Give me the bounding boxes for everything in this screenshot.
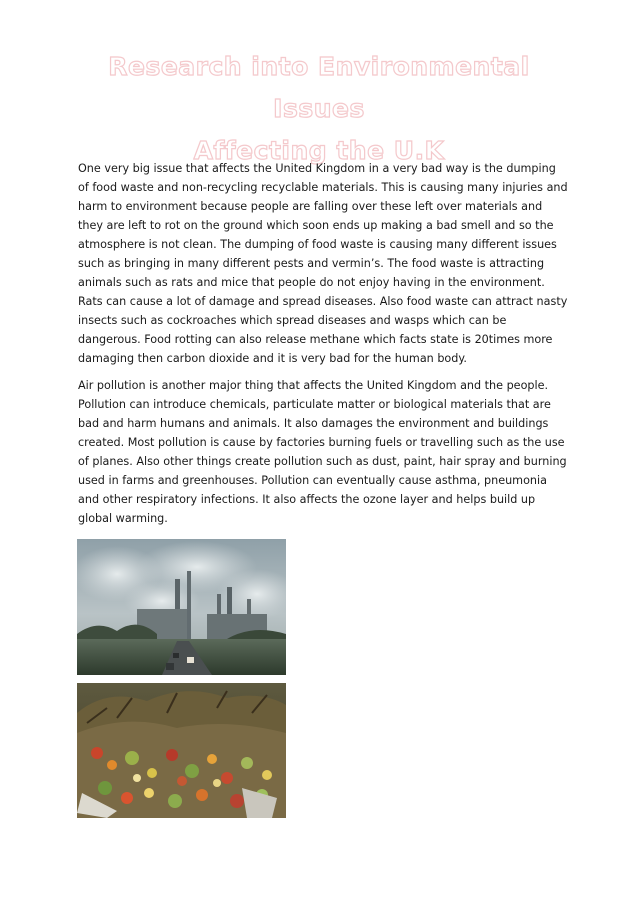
food-waste-photo: [77, 683, 286, 818]
title-line-1: Research into Environmental Issues: [108, 52, 530, 123]
air-pollution-photo: [77, 539, 286, 675]
document-title: [60, 46, 578, 172]
title-line-2: Affecting the U.K: [193, 136, 445, 165]
paragraph-food-waste: One very big issue that affects the United Kingdom in a very bad way is the dumping of food waste and non-recycling recyclable materials. This is causing many injuries and harm to environment because people are falling over these left over materials and they are left to rot on the ground which soon ends up making a bad smell and so the atmosphere is not clean. The dumping of food waste is causing many different issues such as bringing in many different pests and vermin’s. The food waste is attracting animals such as rats and mice that people do not enjoy having in the environment. Rats can cause a lot of damage and spread diseases. Also food waste can attract nasty insects such as cockroaches which spread diseases and wasps which can be dangerous. Food rotting can also release methane which facts state is 20times more damaging then carbon dioxide and it is very bad for the human body.: [78, 162, 568, 365]
paragraph-air-pollution: Air pollution is another major thing that affects the United Kingdom and the people. Pollution can introduce chemicals, particulate matter or biological materials that are bad and harm humans and animals. It also damages the environment and buildings created. Most pollution is cause by factories burning fuels or travelling such as the use of planes. Also other things create pollution such as dust, paint, hair spray and burning used in farms and greenhouses. Pollution can eventually cause asthma, pneumonia and other respiratory infections. It also affects the ozone layer and helps build up global warming.: [78, 379, 567, 525]
